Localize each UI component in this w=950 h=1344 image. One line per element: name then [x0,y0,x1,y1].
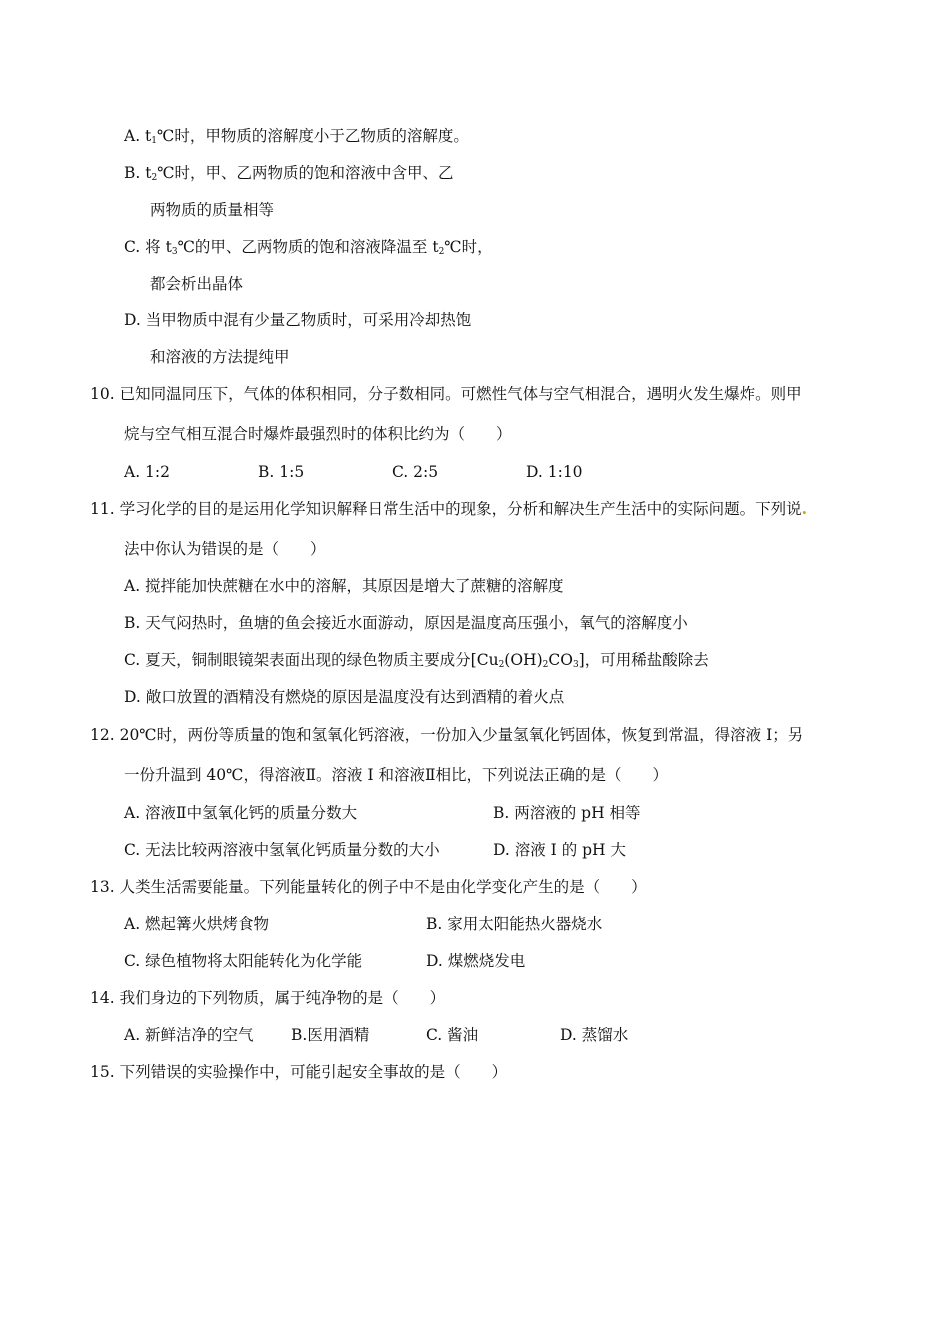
q13-option-c: C. 绿色植物将太阳能转化为化学能 [124,952,363,970]
q10-stem-continuation: 烷与空气相互混合时爆炸最强烈时的体积比约为（ ） [124,425,512,443]
q12-stem: 12. 20℃时，两份等质量的饱和氢氧化钙溶液，一份加入少量氢氧化钙固体，恢复到常温，得溶液 I；另 [90,726,804,744]
q9-option-b-text: B. t [124,164,152,182]
q9-option-c [124,237,493,257]
q12-option-c: C. 无法比较两溶液中氢氧化钙质量分数的大小 [124,841,440,859]
q11-option-c-formula-cont: CO [548,651,573,669]
q14-option-b: B.医用酒精 [291,1026,370,1044]
subscript: 2 [151,173,158,183]
q9-option-c-text-mid: ℃的甲、乙两物质的饱和溶液降温至 t [177,238,439,256]
q13-option-a: A. 燃起篝火烘烤食物 [124,915,270,933]
q11-option-c-text: C. 夏天，铜制眼镜架表面出现的绿色物质主要成分[Cu [124,651,499,669]
q14-option-c: C. 酱油 [426,1026,479,1044]
q13-stem: 13. 人类生活需要能量。下列能量转化的例子中不是由化学变化产生的是（ ） [90,878,647,896]
q11-stem [90,499,807,519]
q13-option-d: D. 煤燃烧发电 [426,952,526,970]
q9-option-a-text: A. t [124,127,152,145]
q9-option-a-text-cont: ℃时，甲物质的溶解度小于乙物质的溶解度。 [157,127,469,145]
subscript: 1 [151,136,158,146]
q11-stem-text: 11. 学习化学的目的是运用化学知识解释日常生活中的现象，分析和解决生产生活中的实际问题。下列说 [90,500,802,518]
q10-option-d: D. 1:10 [526,463,583,481]
subscript: 2 [542,660,549,670]
q11-option-c-formula: (OH) [504,651,543,669]
q12-option-b: B. 两溶液的 pH 相等 [493,804,641,822]
q11-stem-mark: . [801,499,807,518]
q9-option-d: D. 当甲物质中混有少量乙物质时，可采用冷却热饱 [124,311,472,329]
q11-option-b: B. 天气闷热时，鱼塘的鱼会接近水面游动，原因是温度高压强小，氧气的溶解度小 [124,614,688,632]
q9-option-c-text-end: ℃时， [444,238,493,256]
q10-option-c: C. 2:5 [392,463,439,481]
q14-option-a: A. 新鲜洁净的空气 [124,1026,254,1044]
q9-option-a [124,126,469,146]
q11-stem-continuation: 法中你认为错误的是（ ） [124,540,326,558]
q9-option-b [124,163,454,183]
subscript: 3 [171,247,178,257]
q12-option-a: A. 溶液Ⅱ中氢氧化钙的质量分数大 [124,804,358,822]
q10-option-a: A. 1:2 [124,463,170,481]
q9-option-c-continuation: 都会析出晶体 [150,275,244,293]
q9-option-b-text-cont: ℃时，甲、乙两物质的饱和溶液中含甲、乙 [157,164,454,182]
q11-option-a: A. 搅拌能加快蔗糖在水中的溶解，其原因是增大了蔗糖的溶解度 [124,577,564,595]
subscript: 2 [498,660,505,670]
q9-option-c-text: C. 将 t [124,238,172,256]
subscript: 3 [572,660,579,670]
q9-option-b-continuation: 两物质的质量相等 [150,201,275,219]
q12-stem-continuation: 一份升温到 40℃，得溶液Ⅱ。溶液 I 和溶液Ⅱ相比，下列说法正确的是（ ） [124,766,669,784]
q10-stem: 10. 已知同温同压下，气体的体积相同，分子数相同。可燃性气体与空气相混合，遇明火发生爆炸。则甲 [90,385,802,403]
q14-stem: 14. 我们身边的下列物质，属于纯净物的是（ ） [90,989,446,1007]
q15-stem: 15. 下列错误的实验操作中，可能引起安全事故的是（ ） [90,1063,508,1081]
subscript: 2 [438,247,445,257]
q12-option-d: D. 溶液 I 的 pH 大 [493,841,626,859]
q10-option-b: B. 1:5 [258,463,305,481]
q11-option-d: D. 敞口放置的酒精没有燃烧的原因是温度没有达到酒精的着火点 [124,688,565,706]
q14-option-d: D. 蒸馏水 [560,1026,629,1044]
q11-option-c-text-end: ]，可用稀盐酸除去 [578,651,709,669]
q11-option-c [124,650,709,670]
q13-option-b: B. 家用太阳能热火器烧水 [426,915,603,933]
q9-option-d-continuation: 和溶液的方法提纯甲 [150,348,290,366]
